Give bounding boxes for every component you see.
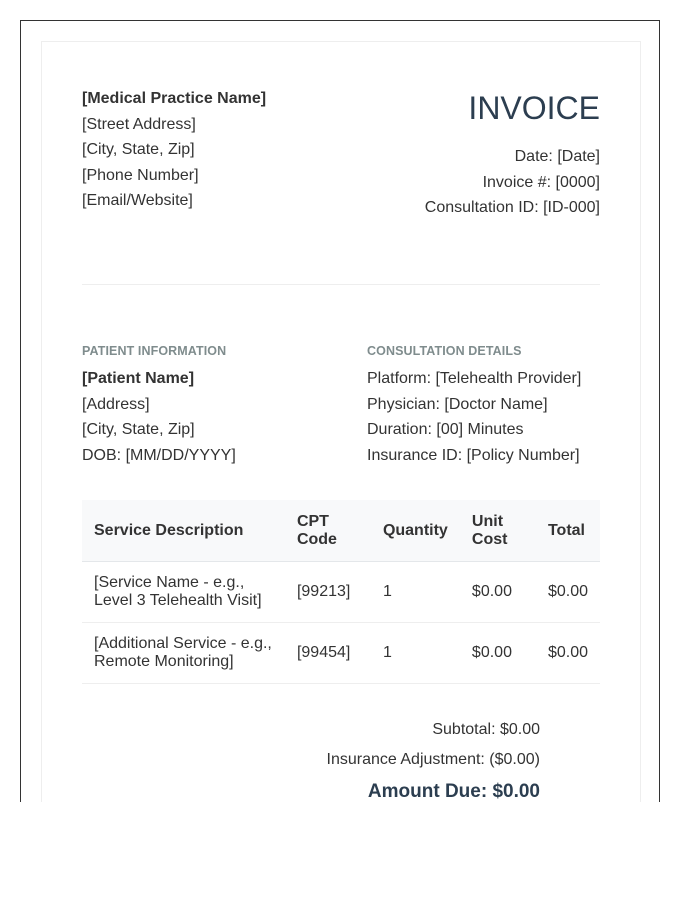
header-total: Total	[536, 500, 600, 562]
patient-name: [Patient Name]	[82, 370, 195, 387]
service-description	[82, 562, 285, 623]
practice-street: [Street Address]	[82, 115, 196, 133]
patient-address: [Address]	[82, 395, 150, 413]
insurance-adjustment: Insurance Adjustment: ($0.00)	[326, 751, 540, 768]
invoice-meta	[425, 86, 600, 221]
practice-name: [Medical Practice Name]	[82, 90, 267, 107]
header-unit-line1: Unit	[471, 512, 504, 530]
service-quantity: 1	[371, 562, 460, 623]
services-table	[82, 500, 600, 684]
invoice-header	[82, 86, 600, 266]
patient-section-label: PATIENT INFORMATION	[82, 344, 227, 358]
service-cpt: [99454]	[285, 623, 371, 684]
consultation-platform: Platform: [Telehealth Provider]	[367, 370, 582, 387]
service-description-line2: Remote Monitoring]	[94, 653, 234, 670]
patient-city: [City, State, Zip]	[82, 421, 195, 438]
consultation-duration: Duration: [00] Minutes	[367, 421, 524, 438]
consultation-insurance: Insurance ID: [Policy Number]	[367, 446, 580, 464]
consultation-physician: Physician: [Doctor Name]	[367, 395, 548, 413]
service-quantity: 1	[371, 623, 460, 684]
practice-web: [Email/Website]	[82, 192, 193, 209]
header-divider	[82, 284, 600, 285]
header-quantity: Quantity	[371, 500, 460, 562]
service-unit-cost: $0.00	[460, 623, 536, 684]
invoice-totals	[327, 715, 540, 802]
service-cpt: [99213]	[285, 562, 371, 623]
service-description-line1: [Service Name - e.g.,	[94, 574, 245, 591]
service-unit-cost: $0.00	[460, 562, 536, 623]
subtotal: Subtotal: $0.00	[432, 721, 540, 738]
invoice-date: Date: [Date]	[514, 148, 600, 165]
service-description	[82, 623, 285, 684]
table-header-row	[82, 500, 600, 562]
service-total: $0.00	[536, 562, 600, 623]
table-row	[82, 562, 600, 623]
invoice-title: INVOICE	[468, 90, 600, 126]
service-description-line1: [Additional Service - e.g.,	[94, 635, 272, 652]
consultation-id: Consultation ID: [ID-000]	[424, 199, 600, 216]
consultation-details	[367, 342, 581, 468]
patient-dob: DOB: [MM/DD/YYYY]	[82, 446, 236, 464]
header-unit-cost	[460, 500, 536, 562]
service-total: $0.00	[536, 623, 600, 684]
header-unit-line2: Cost	[471, 530, 508, 548]
consultation-section-label: CONSULTATION DETAILS	[367, 344, 522, 358]
practice-phone: [Phone Number]	[82, 166, 199, 184]
table-row	[82, 623, 600, 684]
document-frame	[20, 20, 660, 802]
practice-city: [City, State, Zip]	[82, 141, 195, 158]
practice-info	[82, 86, 266, 214]
header-cpt-line1: CPT	[296, 512, 329, 530]
patient-information	[82, 342, 236, 468]
header-cpt-code	[285, 500, 371, 562]
invoice-number: Invoice #: [0000]	[482, 173, 600, 191]
header-service-description: Service Description	[82, 500, 285, 562]
amount-due: Amount Due: $0.00	[367, 781, 540, 802]
header-cpt-line2: Code	[296, 530, 337, 548]
invoice-card	[41, 41, 641, 802]
service-description-line2: Level 3 Telehealth Visit]	[94, 592, 262, 609]
